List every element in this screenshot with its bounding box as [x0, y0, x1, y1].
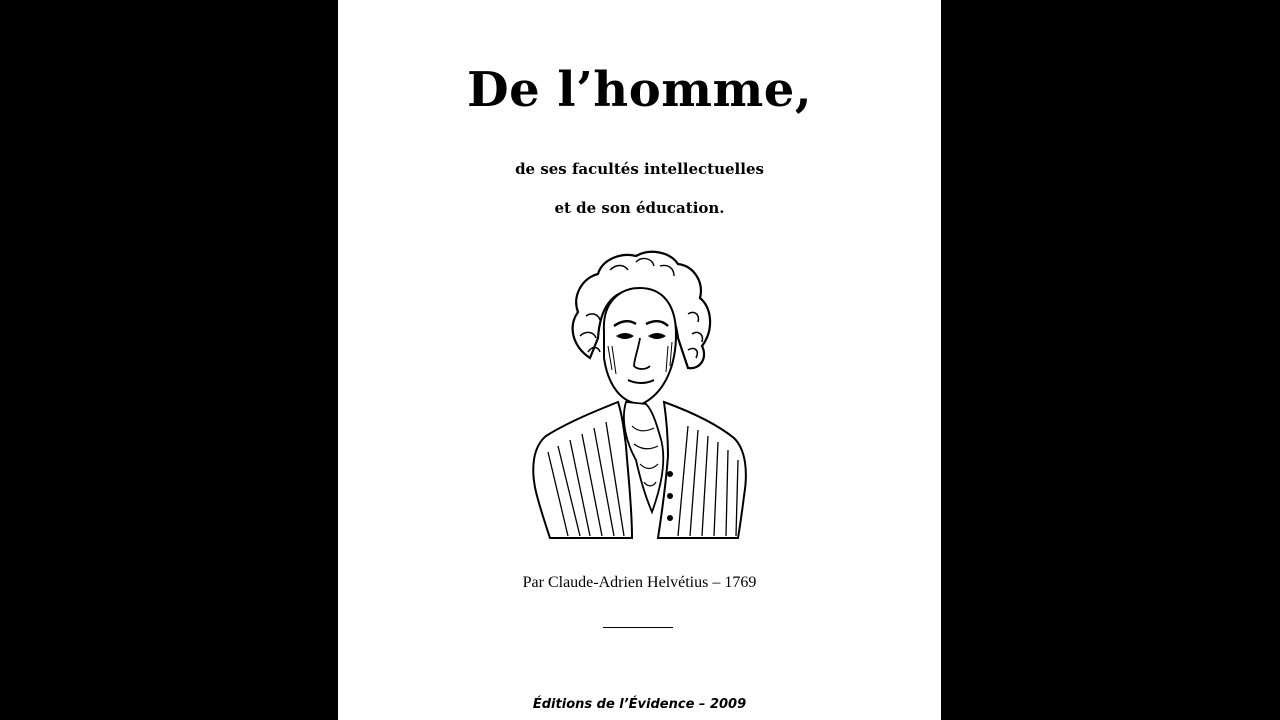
book-cover-page	[338, 0, 941, 720]
coat-left	[533, 402, 632, 538]
book-title: De l’homme,	[466, 62, 813, 118]
book-subtitle-line-2: et de son éducation.	[554, 199, 725, 217]
face	[604, 288, 676, 404]
publisher-line: Éditions de l’Évidence – 2009	[532, 697, 747, 712]
book-subtitle-line-1: de ses facultés intellectuelles	[515, 160, 764, 178]
author-portrait-engraving	[528, 246, 754, 542]
author-line: Par Claude-Adrien Helvétius – 1769	[522, 574, 757, 591]
separator-rule	[603, 627, 673, 628]
